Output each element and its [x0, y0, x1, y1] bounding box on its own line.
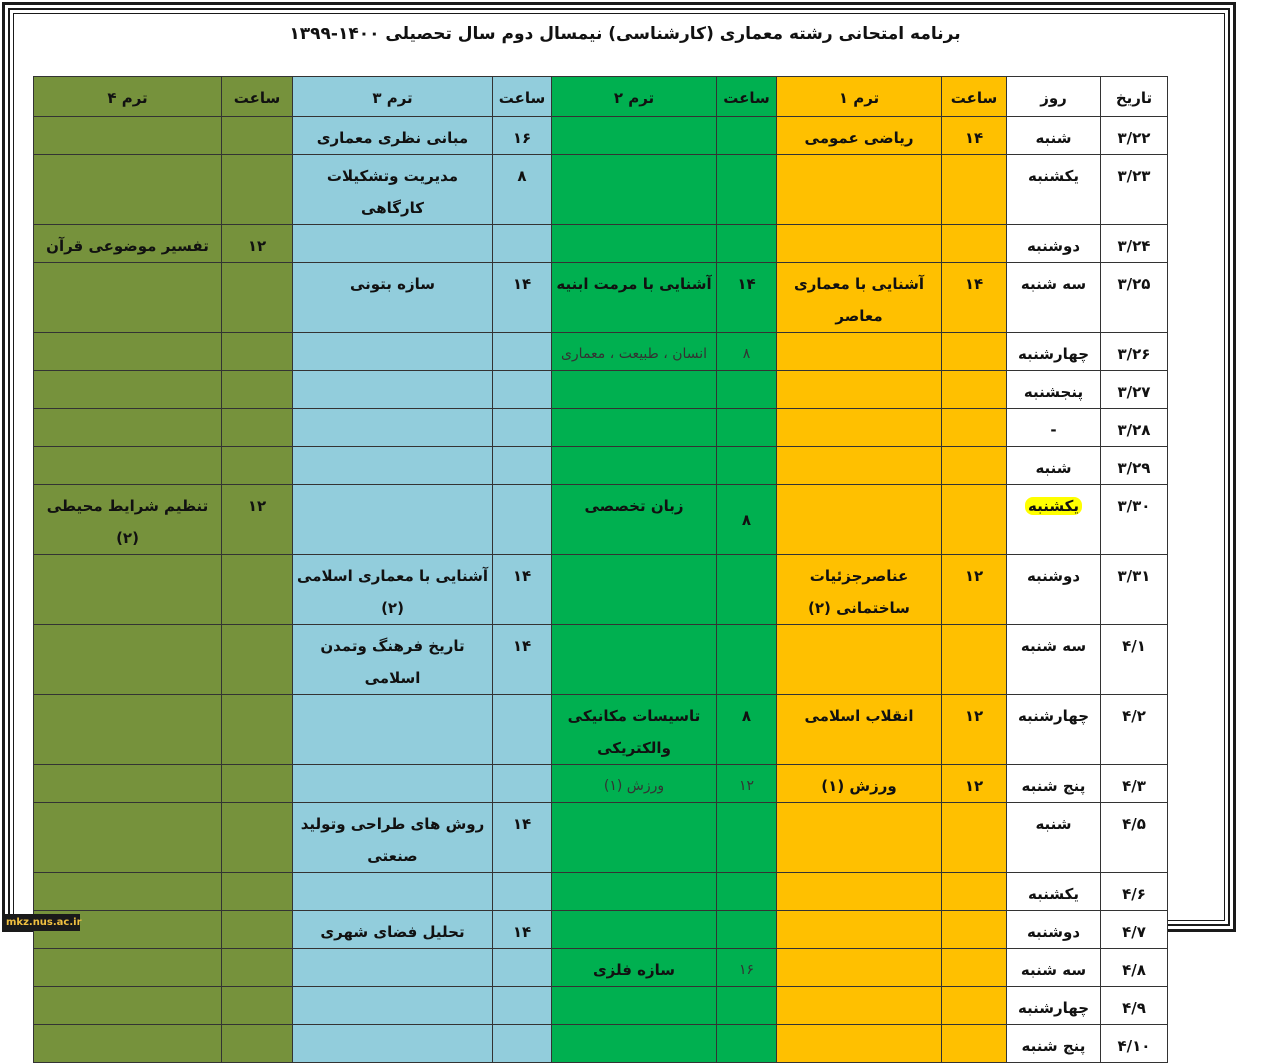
- term1-hour-cell: [942, 873, 1007, 911]
- term3-course-cell: [293, 1025, 493, 1063]
- header-term3-hour: ساعت: [493, 77, 552, 117]
- table-row: [34, 625, 1168, 695]
- date-cell: ۳/۲۵: [1101, 263, 1168, 333]
- term3-hour-cell: [493, 987, 552, 1025]
- term3-course-cell: آشنایی با معماری اسلامی (۲): [293, 555, 493, 625]
- table-row: [34, 1025, 1168, 1063]
- term2-course-cell: [552, 117, 717, 155]
- term1-hour-cell: ۱۲: [942, 555, 1007, 625]
- date-cell: ۳/۳۰: [1101, 485, 1168, 555]
- term3-course-cell: روش های طراحی وتولید صنعتی: [293, 803, 493, 873]
- term4-course-cell: [34, 409, 222, 447]
- term2-hour-cell: ۱۴: [717, 263, 777, 333]
- header-term3: ترم ۳: [293, 77, 493, 117]
- table-row: [34, 987, 1168, 1025]
- term3-course-cell: [293, 987, 493, 1025]
- term2-course-cell: ورزش (۱): [552, 765, 717, 803]
- term3-course-cell: مبانی نظری معماری: [293, 117, 493, 155]
- term1-hour-cell: [942, 987, 1007, 1025]
- term3-hour-cell: ۱۴: [493, 625, 552, 695]
- term2-course-cell: [552, 371, 717, 409]
- day-cell: چهارشنبه: [1007, 695, 1101, 765]
- term1-hour-cell: ۱۲: [942, 695, 1007, 765]
- header-term4: ترم ۴: [34, 77, 222, 117]
- exam-schedule-table: [33, 76, 1168, 1063]
- day-cell: پنجشنبه: [1007, 371, 1101, 409]
- term3-course-cell: مدیریت وتشکیلات کارگاهی: [293, 155, 493, 225]
- term2-course-cell: آشنایی با مرمت ابنیه: [552, 263, 717, 333]
- term4-course-cell: [34, 1025, 222, 1063]
- term3-course-cell: [293, 765, 493, 803]
- term2-course-cell: [552, 155, 717, 225]
- table-row: [34, 371, 1168, 409]
- term4-hour-cell: [222, 333, 293, 371]
- term4-hour-cell: [222, 371, 293, 409]
- day-cell: پنج شنبه: [1007, 1025, 1101, 1063]
- term1-hour-cell: ۱۴: [942, 117, 1007, 155]
- date-cell: ۳/۲۳: [1101, 155, 1168, 225]
- term1-hour-cell: [942, 625, 1007, 695]
- term4-course-cell: [34, 625, 222, 695]
- term3-course-cell: [293, 447, 493, 485]
- term1-hour-cell: [942, 225, 1007, 263]
- term2-hour-cell: [717, 987, 777, 1025]
- term3-course-cell: [293, 695, 493, 765]
- term3-hour-cell: [493, 225, 552, 263]
- term3-course-cell: [293, 873, 493, 911]
- term4-hour-cell: [222, 625, 293, 695]
- term4-course-cell: [34, 949, 222, 987]
- term4-hour-cell: [222, 409, 293, 447]
- term2-course-cell: سازه فلزی: [552, 949, 717, 987]
- day-cell: سه شنبه: [1007, 949, 1101, 987]
- term3-course-cell: [293, 485, 493, 555]
- term4-hour-cell: [222, 987, 293, 1025]
- term2-course-cell: [552, 911, 717, 949]
- term2-hour-cell: [717, 117, 777, 155]
- term3-hour-cell: [493, 695, 552, 765]
- term1-course-cell: [777, 625, 942, 695]
- term2-course-cell: [552, 225, 717, 263]
- term2-course-cell: [552, 555, 717, 625]
- term3-course-cell: تحلیل فضای شهری: [293, 911, 493, 949]
- term4-course-cell: [34, 371, 222, 409]
- term3-course-cell: تاریخ فرهنگ وتمدن اسلامی: [293, 625, 493, 695]
- term1-course-cell: [777, 409, 942, 447]
- table-row: [34, 555, 1168, 625]
- term3-hour-cell: ۸: [493, 155, 552, 225]
- term1-course-cell: [777, 949, 942, 987]
- day-cell: -: [1007, 409, 1101, 447]
- table-row: [34, 485, 1168, 555]
- term2-course-cell: [552, 803, 717, 873]
- term3-hour-cell: [493, 485, 552, 555]
- table-row: [34, 949, 1168, 987]
- term3-hour-cell: [493, 949, 552, 987]
- term1-course-cell: [777, 1025, 942, 1063]
- term1-hour-cell: ۱۴: [942, 263, 1007, 333]
- term1-hour-cell: [942, 409, 1007, 447]
- term1-course-cell: عناصرجزئیات ساختمانی (۲): [777, 555, 942, 625]
- term4-course-cell: [34, 117, 222, 155]
- term2-hour-cell: [717, 155, 777, 225]
- term2-hour-cell: ۸: [717, 333, 777, 371]
- term1-hour-cell: [942, 371, 1007, 409]
- term1-course-cell: [777, 485, 942, 555]
- day-cell: سه شنبه: [1007, 625, 1101, 695]
- term2-course-cell: [552, 873, 717, 911]
- header-term1-hour: ساعت: [942, 77, 1007, 117]
- date-cell: ۴/۳: [1101, 765, 1168, 803]
- table-row: [34, 155, 1168, 225]
- term4-course-cell: تنظیم شرایط محیطی (۲): [34, 485, 222, 555]
- day-cell: سه شنبه: [1007, 263, 1101, 333]
- term4-course-cell: [34, 765, 222, 803]
- term2-course-cell: زبان تخصصی: [552, 485, 717, 555]
- date-cell: ۳/۲۹: [1101, 447, 1168, 485]
- term1-course-cell: ورزش (۱): [777, 765, 942, 803]
- term3-hour-cell: ۱۴: [493, 803, 552, 873]
- term3-hour-cell: [493, 1025, 552, 1063]
- term1-course-cell: [777, 155, 942, 225]
- term4-hour-cell: [222, 911, 293, 949]
- term2-course-cell: انسان ، طبیعت ، معماری: [552, 333, 717, 371]
- table-row: [34, 117, 1168, 155]
- term1-hour-cell: [942, 1025, 1007, 1063]
- day-cell: پنج شنبه: [1007, 765, 1101, 803]
- term4-hour-cell: [222, 949, 293, 987]
- term1-hour-cell: [942, 949, 1007, 987]
- day-cell: یکشنبه: [1007, 873, 1101, 911]
- term3-hour-cell: [493, 447, 552, 485]
- term1-hour-cell: ۱۲: [942, 765, 1007, 803]
- term3-hour-cell: ۱۴: [493, 911, 552, 949]
- term4-course-cell: [34, 987, 222, 1025]
- date-cell: ۴/۸: [1101, 949, 1168, 987]
- date-cell: ۳/۲۲: [1101, 117, 1168, 155]
- term4-hour-cell: [222, 765, 293, 803]
- date-cell: ۴/۱: [1101, 625, 1168, 695]
- highlighted-day: یکشنبه: [1025, 497, 1082, 515]
- term1-course-cell: ریاضی عمومی: [777, 117, 942, 155]
- day-cell: چهارشنبه: [1007, 333, 1101, 371]
- term2-hour-cell: ۱۶: [717, 949, 777, 987]
- date-cell: ۳/۲۷: [1101, 371, 1168, 409]
- date-cell: ۴/۱۰: [1101, 1025, 1168, 1063]
- term1-hour-cell: [942, 485, 1007, 555]
- term1-course-cell: [777, 873, 942, 911]
- term2-course-cell: تاسیسات مکانیکی والکتریکی: [552, 695, 717, 765]
- header-day: روز: [1007, 77, 1101, 117]
- term2-course-cell: [552, 987, 717, 1025]
- term3-hour-cell: [493, 333, 552, 371]
- header-term4-hour: ساعت: [222, 77, 293, 117]
- term2-course-cell: [552, 447, 717, 485]
- term3-course-cell: [293, 949, 493, 987]
- term3-hour-cell: ۱۶: [493, 117, 552, 155]
- table-row: [34, 873, 1168, 911]
- term1-course-cell: [777, 911, 942, 949]
- term2-course-cell: [552, 625, 717, 695]
- term2-hour-cell: ۸: [717, 695, 777, 765]
- date-cell: ۴/۷: [1101, 911, 1168, 949]
- header-term2-hour: ساعت: [717, 77, 777, 117]
- term3-course-cell: [293, 409, 493, 447]
- term1-course-cell: [777, 225, 942, 263]
- header-term2: ترم ۲: [552, 77, 717, 117]
- term4-hour-cell: [222, 555, 293, 625]
- term4-hour-cell: [222, 447, 293, 485]
- day-cell: شنبه: [1007, 803, 1101, 873]
- term2-hour-cell: [717, 371, 777, 409]
- day-cell: دوشنبه: [1007, 225, 1101, 263]
- term2-course-cell: [552, 409, 717, 447]
- day-cell: دوشنبه: [1007, 911, 1101, 949]
- day-cell: شنبه: [1007, 117, 1101, 155]
- term3-course-cell: سازه بتونی: [293, 263, 493, 333]
- term4-course-cell: [34, 695, 222, 765]
- term4-hour-cell: ۱۲: [222, 485, 293, 555]
- header-row: [34, 77, 1168, 117]
- site-watermark: mkz.nus.ac.ir: [2, 914, 80, 931]
- term1-hour-cell: [942, 447, 1007, 485]
- term3-hour-cell: [493, 873, 552, 911]
- term3-hour-cell: [493, 409, 552, 447]
- term1-course-cell: آشنایی با معماری معاصر: [777, 263, 942, 333]
- term3-hour-cell: [493, 765, 552, 803]
- date-cell: ۴/۵: [1101, 803, 1168, 873]
- term2-hour-cell: ۱۲: [717, 765, 777, 803]
- day-cell: یکشنبه: [1007, 155, 1101, 225]
- date-cell: ۴/۹: [1101, 987, 1168, 1025]
- date-cell: ۳/۲۶: [1101, 333, 1168, 371]
- term4-hour-cell: [222, 263, 293, 333]
- day-cell: [1007, 485, 1101, 555]
- term3-course-cell: [293, 333, 493, 371]
- term4-course-cell: [34, 555, 222, 625]
- table-row: [34, 263, 1168, 333]
- term1-course-cell: [777, 987, 942, 1025]
- header-term1: ترم ۱: [777, 77, 942, 117]
- term4-hour-cell: [222, 873, 293, 911]
- term3-course-cell: [293, 225, 493, 263]
- document-title: برنامه امتحانی رشته معماری (کارشناسی) نیمسال دوم سال تحصیلی ۱۴۰۰-۱۳۹۹: [289, 24, 961, 44]
- term1-hour-cell: [942, 911, 1007, 949]
- term4-hour-cell: [222, 117, 293, 155]
- table-row: [34, 409, 1168, 447]
- table-row: [34, 911, 1168, 949]
- day-cell: شنبه: [1007, 447, 1101, 485]
- term1-course-cell: [777, 803, 942, 873]
- day-cell: دوشنبه: [1007, 555, 1101, 625]
- term3-hour-cell: ۱۴: [493, 263, 552, 333]
- table-row: [34, 765, 1168, 803]
- term4-course-cell: [34, 447, 222, 485]
- term4-hour-cell: ۱۲: [222, 225, 293, 263]
- term2-hour-cell: [717, 1025, 777, 1063]
- term4-hour-cell: [222, 1025, 293, 1063]
- term2-hour-cell: [717, 555, 777, 625]
- term4-course-cell: [34, 155, 222, 225]
- day-cell: چهارشنبه: [1007, 987, 1101, 1025]
- term1-hour-cell: [942, 333, 1007, 371]
- header-date: تاریخ: [1101, 77, 1168, 117]
- term2-hour-cell: [717, 873, 777, 911]
- table-row: [34, 803, 1168, 873]
- term3-hour-cell: [493, 371, 552, 409]
- term3-course-cell: [293, 371, 493, 409]
- date-cell: ۳/۳۱: [1101, 555, 1168, 625]
- date-cell: ۴/۶: [1101, 873, 1168, 911]
- term1-course-cell: انقلاب اسلامی: [777, 695, 942, 765]
- term1-course-cell: [777, 447, 942, 485]
- term2-hour-cell: [717, 803, 777, 873]
- term4-course-cell: [34, 263, 222, 333]
- term4-course-cell: تفسیر موضوعی قرآن: [34, 225, 222, 263]
- term2-hour-cell: ۸: [717, 485, 777, 555]
- term1-course-cell: [777, 371, 942, 409]
- term2-hour-cell: [717, 447, 777, 485]
- term4-course-cell: [34, 333, 222, 371]
- term2-course-cell: [552, 1025, 717, 1063]
- term1-hour-cell: [942, 803, 1007, 873]
- term4-hour-cell: [222, 695, 293, 765]
- date-cell: ۳/۲۴: [1101, 225, 1168, 263]
- term2-hour-cell: [717, 225, 777, 263]
- term1-course-cell: [777, 333, 942, 371]
- date-cell: ۴/۲: [1101, 695, 1168, 765]
- term1-hour-cell: [942, 155, 1007, 225]
- term4-course-cell: [34, 873, 222, 911]
- date-cell: ۳/۲۸: [1101, 409, 1168, 447]
- table-row: [34, 333, 1168, 371]
- term2-hour-cell: [717, 911, 777, 949]
- term2-hour-cell: [717, 625, 777, 695]
- table-row: [34, 447, 1168, 485]
- term4-hour-cell: [222, 803, 293, 873]
- table-row: [34, 695, 1168, 765]
- term2-hour-cell: [717, 409, 777, 447]
- term3-hour-cell: ۱۴: [493, 555, 552, 625]
- table-row: [34, 225, 1168, 263]
- term4-course-cell: [34, 803, 222, 873]
- term4-hour-cell: [222, 155, 293, 225]
